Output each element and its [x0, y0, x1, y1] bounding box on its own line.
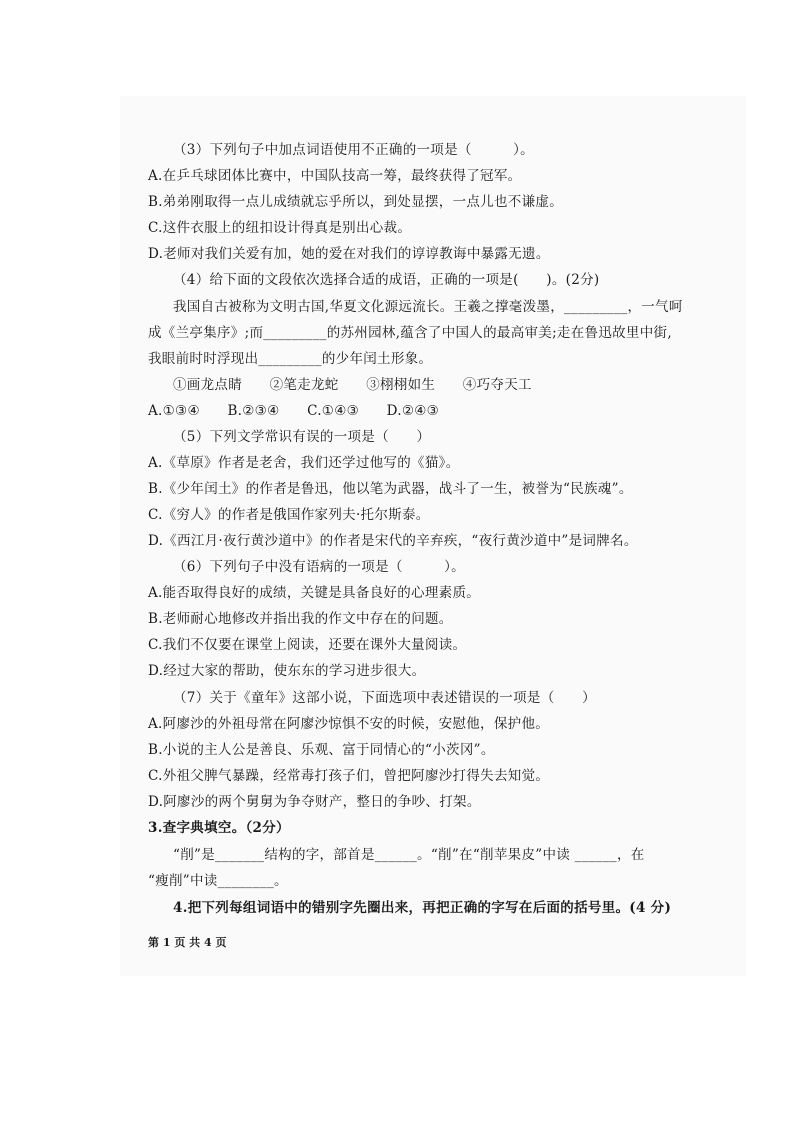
question-4-stem: （4）给下面的文段依次选择合适的成语，正确的一项是( )。(2分)	[173, 272, 600, 288]
question-4-idiom-choices: ①画龙点睛 ②笔走龙蛇 ③栩栩如生 ④巧夺天工	[173, 377, 532, 393]
question-5-option-b: B.《少年闰土》的作者是鲁迅，他以笔为武器，战斗了一生，被誉为“民族魂”。	[148, 481, 633, 497]
question-5-option-d: D.《西江月·夜行黄沙道中》的作者是宋代的辛弃疾，“夜行黄沙道中”是词牌名。	[148, 533, 638, 549]
section-4-heading: 4.把下列每组词语中的错别字先圈出来，再把正确的字写在后面的括号里。(4 分)	[173, 900, 672, 916]
section-3-line-2: “瘦削”中读________。	[148, 873, 288, 889]
question-3-option-b: B.弟弟刚取得一点儿成绩就忘乎所以，到处显摆，一点儿也不谦虚。	[148, 194, 564, 210]
question-7-option-a: A.阿廖沙的外祖母常在阿廖沙惊惧不安的时候，安慰他，保护他。	[148, 716, 550, 732]
question-6-option-d: D.经过大家的帮助，使东东的学习进步很大。	[148, 663, 426, 679]
question-5-stem: （5）下列文学常识有误的一项是（ ）	[173, 429, 431, 445]
question-5-option-c: C.《穷人》的作者是俄国作家列夫·托尔斯泰。	[148, 507, 430, 523]
question-7-option-d: D.阿廖沙的两个舅舅为争夺财产，整日的争吵、打架。	[148, 794, 481, 810]
question-6-option-a: A.能否取得良好的成绩，关键是具备良好的心理素质。	[148, 585, 481, 601]
question-3-stem: （3）下列句子中加点词语使用不正确的一项是（ ）。	[173, 142, 534, 158]
question-6-option-b: B.老师耐心地修改并指出我的作文中存在的问题。	[148, 611, 453, 627]
question-4-passage-line-3: 我眼前时时浮现出_________的少年闰土形象。	[148, 351, 433, 367]
question-6-stem: （6）下列句子中没有语病的一项是（ ）。	[173, 559, 465, 575]
question-7-option-b: B.小说的主人公是善良、乐观、富于同情心的“小茨冈”。	[148, 742, 495, 758]
question-4-passage-line-2: 成《兰亭集序》;而_________的苏州园林,蕴含了中国人的最高审美;走在鲁迅故里中街,	[148, 325, 672, 341]
section-3-line-1: “削”是_______结构的字，部首是______。“削”在“削苹果皮”中读 ______，在	[173, 847, 645, 863]
question-7-option-c: C.外祖父脾气暴躁，经常毒打孩子们，曾把阿廖沙打得失去知觉。	[148, 768, 550, 784]
question-6-option-c: C.我们不仅要在课堂上阅读，还要在课外大量阅读。	[148, 637, 467, 653]
question-3-option-a: A.在乒乓球团体比赛中，中国队技高一筹，最终获得了冠军。	[148, 168, 522, 184]
section-3-heading: 3.查字典填空。（2分）	[148, 820, 290, 836]
question-5-option-a: A.《草原》作者是老舍，我们还学过他写的《猫》。	[148, 455, 460, 471]
question-3-option-c: C.这件衣服上的纽扣设计得真是别出心裁。	[148, 220, 412, 236]
question-7-stem: （7）关于《童年》这部小说，下面选项中表述错误的一项是（ ）	[173, 690, 596, 706]
question-3-option-d: D.老师对我们关爱有加，她的爱在对我们的谆谆教诲中暴露无遗。	[148, 246, 550, 262]
question-4-options: A.①③④ B.②③④ C.①④③ D.②④③	[148, 403, 440, 419]
page-footer: 第 1 页 共 4 页	[148, 936, 227, 949]
question-4-passage-line-1: 我国自古被称为文明古国,华夏文化源远流长。王羲之撑毫泼墨，_________，一气呵	[173, 299, 683, 315]
